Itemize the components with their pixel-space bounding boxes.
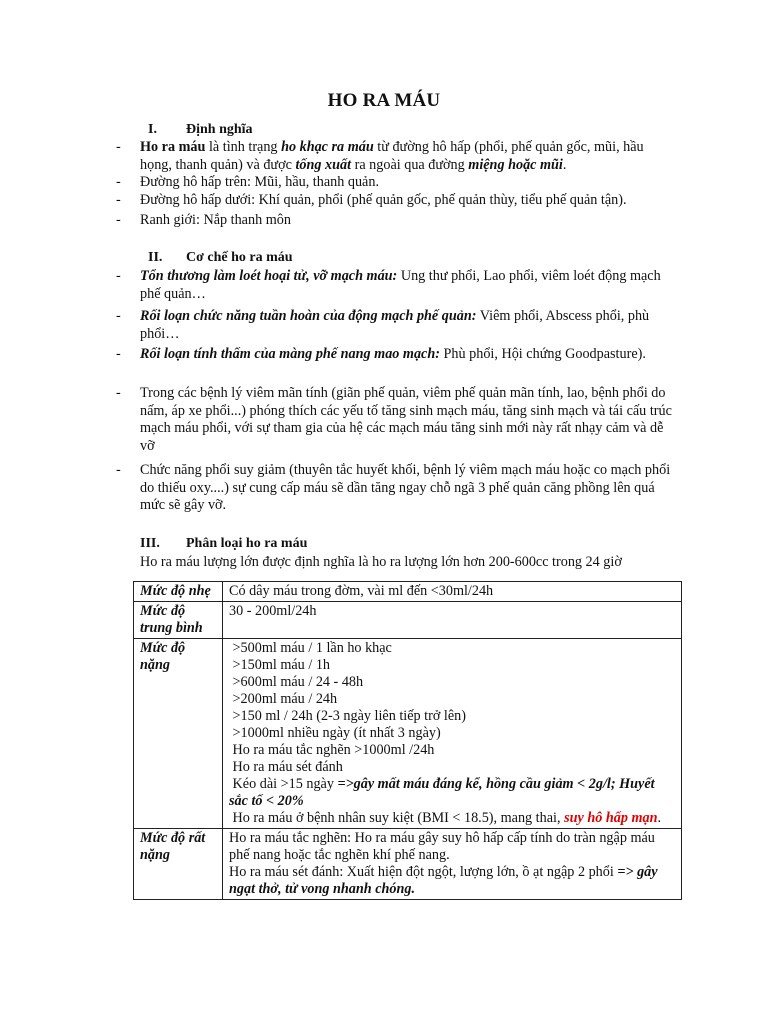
list-item <box>140 308 675 343</box>
table-row <box>134 602 682 639</box>
bullet-dash: - <box>116 192 121 208</box>
description-line <box>229 864 675 898</box>
body-text: . <box>562 156 567 173</box>
emphasis-text: Rối loạn chức năng tuần hoàn của động mạch phế quản: <box>140 308 477 324</box>
description-line <box>229 657 675 674</box>
bullet-dash: - <box>116 385 121 401</box>
bullet-dash: - <box>116 212 121 228</box>
body-text: Ho ra máu tắc nghẽn: Ho ra máu gây suy hô hấp cấp tính do tràn ngập máu phế nang hoặc tắc nghẽn khí phế nang. <box>229 830 659 863</box>
severity-label: Mức độ nhẹ <box>134 582 223 602</box>
description-line <box>229 725 675 742</box>
body-text: >150ml máu / 1h <box>229 657 331 673</box>
emphasis-text: =>gây mất máu đáng kể, hồng cầu giảm < 2g/l; Huyết sắc tố < 20% <box>229 776 659 809</box>
severity-label: Mức độ trung bình <box>134 602 223 639</box>
bullet-dash: - <box>116 268 121 284</box>
list-item <box>140 268 675 303</box>
body-text: >200ml máu / 24h <box>229 691 338 707</box>
body-text: . <box>657 810 662 826</box>
table-row <box>134 582 682 602</box>
emphasis-text: => gây ngạt thở, tử vong nhanh chóng. <box>229 864 662 897</box>
severity-description <box>223 602 682 639</box>
emphasis-text: Rối loạn tính thấm của màng phế nang mao mạch: <box>140 346 440 362</box>
table-row <box>134 829 682 900</box>
section-3-number: III. <box>140 536 160 551</box>
body-text: >500ml máu / 1 lần ho khạc <box>229 640 392 656</box>
list-item <box>140 192 675 210</box>
body-text: >150 ml / 24h (2-3 ngày liên tiếp trở lên) <box>229 708 466 724</box>
classification-table <box>133 581 682 900</box>
body-text: Viêm phổi, Abscess phổi, phù phổi… <box>140 308 650 342</box>
body-text: Ranh giới: Nắp thanh môn <box>140 212 291 228</box>
severity-description <box>223 582 682 602</box>
list-item <box>140 139 675 174</box>
body-text: Kéo dài >15 ngày <box>229 776 338 792</box>
emphasis-text: Tổn thương làm loét hoại tử, vỡ mạch máu: <box>140 268 398 284</box>
bullet-dash: - <box>116 174 121 190</box>
bullet-dash: - <box>116 462 121 478</box>
body-text: Có dây máu trong đờm, vài ml đến <30ml/24h <box>229 583 494 599</box>
emphasis-text: ho khạc ra máu <box>281 139 374 155</box>
section-2-title: Cơ chế ho ra máu <box>186 250 293 265</box>
body-text: >600ml máu / 24 - 48h <box>229 674 364 690</box>
body-text: Trong các bệnh lý viêm mãn tính (giãn phế quản, viêm phế quản mãn tính, lao, bệnh phổi do nấm, áp xe phổi...) phóng thích các yếu tố tăng sinh mạch máu, tăng sinh mạch và tái cấu trúc mạch máu phổi, với sự tham gia của hệ các mạch máu tăng sinh mới này rất nhạy cảm và dễ vỡ <box>140 385 672 454</box>
emphasis-text: Ho ra máu <box>140 139 206 155</box>
body-text: Đường hô hấp dưới: Khí quản, phổi (phế quản gốc, phế quản thùy, tiểu phế quản tận). <box>140 192 627 208</box>
description-line <box>229 691 675 708</box>
body-text: 30 - 200ml/24h <box>229 603 317 619</box>
severity-description <box>223 829 682 900</box>
description-line <box>229 708 675 725</box>
body-text: >1000ml nhiều ngày (ít nhất 3 ngày) <box>229 725 441 741</box>
list-item <box>140 212 675 230</box>
section-1-heading <box>148 122 253 138</box>
document-title: HO RA MÁU <box>327 90 441 111</box>
severity-label: Mức độ nặng <box>134 639 223 829</box>
bullet-dash: - <box>116 139 121 155</box>
description-line <box>229 776 675 810</box>
list-item <box>140 174 675 192</box>
description-line <box>229 742 675 759</box>
description-line <box>229 759 675 776</box>
body-text: Ho ra máu sét đánh: Xuất hiện đột ngột, lượng lớn, ồ ạt ngập 2 phổi <box>229 864 618 880</box>
body-text: Ho ra máu sét đánh <box>229 759 343 775</box>
list-item <box>140 462 675 515</box>
list-item <box>140 346 675 364</box>
emphasis-text: miệng hoặc mũi <box>468 156 563 173</box>
body-text: Phù phổi, Hội chứng Goodpasture). <box>439 346 646 362</box>
body-text: Ho ra máu tắc nghẽn >1000ml /24h <box>229 742 435 758</box>
body-text: ra ngoài qua đường <box>351 156 469 173</box>
section-2-heading <box>148 250 293 266</box>
description-line <box>229 830 675 864</box>
description-line <box>229 603 675 620</box>
description-line <box>229 674 675 691</box>
body-text: Ho ra máu ở bệnh nhân suy kiệt (BMI < 18.5), mang thai, <box>229 810 565 826</box>
description-line <box>229 810 675 827</box>
body-text: Chức năng phổi suy giảm (thuyên tắc huyết khối, bệnh lý viêm mạch máu hoặc co mạch phổi do thiếu oxy....) sự cung cấp máu sẽ dần tăng ngay chỗ ngã 3 phế quản căng phồng lên quá mức sẽ gây vỡ. <box>140 462 671 513</box>
section-1-title: Định nghĩa <box>186 122 253 137</box>
body-text: từ đường hô hấp (phổi, phế quản gốc, mũi, hầu họng, thanh quản) và được <box>140 139 644 173</box>
body-text: Ung thư phổi, Lao phổi, viêm loét động mạch phế quản… <box>140 268 661 302</box>
bullet-dash: - <box>116 308 121 324</box>
list-item <box>140 385 675 455</box>
description-line <box>229 583 675 600</box>
section-1-number: I. <box>148 122 157 137</box>
section-2-number: II. <box>148 250 163 265</box>
table-row <box>134 639 682 829</box>
severity-label: Mức độ rất nặng <box>134 829 223 900</box>
section-3-title: Phân loại ho ra máu <box>186 536 308 551</box>
body-text: Đường hô hấp trên: Mũi, hầu, thanh quản. <box>140 174 379 190</box>
body-text: là tình trạng <box>205 139 282 155</box>
emphasis-text: suy hô hấp mạn <box>564 810 658 826</box>
section-3-intro: Ho ra máu lượng lớn được định nghĩa là ho ra lượng lớn hơn 200-600cc trong 24 giờ <box>140 554 622 570</box>
emphasis-text: tống xuất <box>295 156 352 173</box>
bullet-dash: - <box>116 346 121 362</box>
section-3-heading <box>140 536 307 552</box>
severity-description <box>223 639 682 829</box>
description-line <box>229 640 675 657</box>
